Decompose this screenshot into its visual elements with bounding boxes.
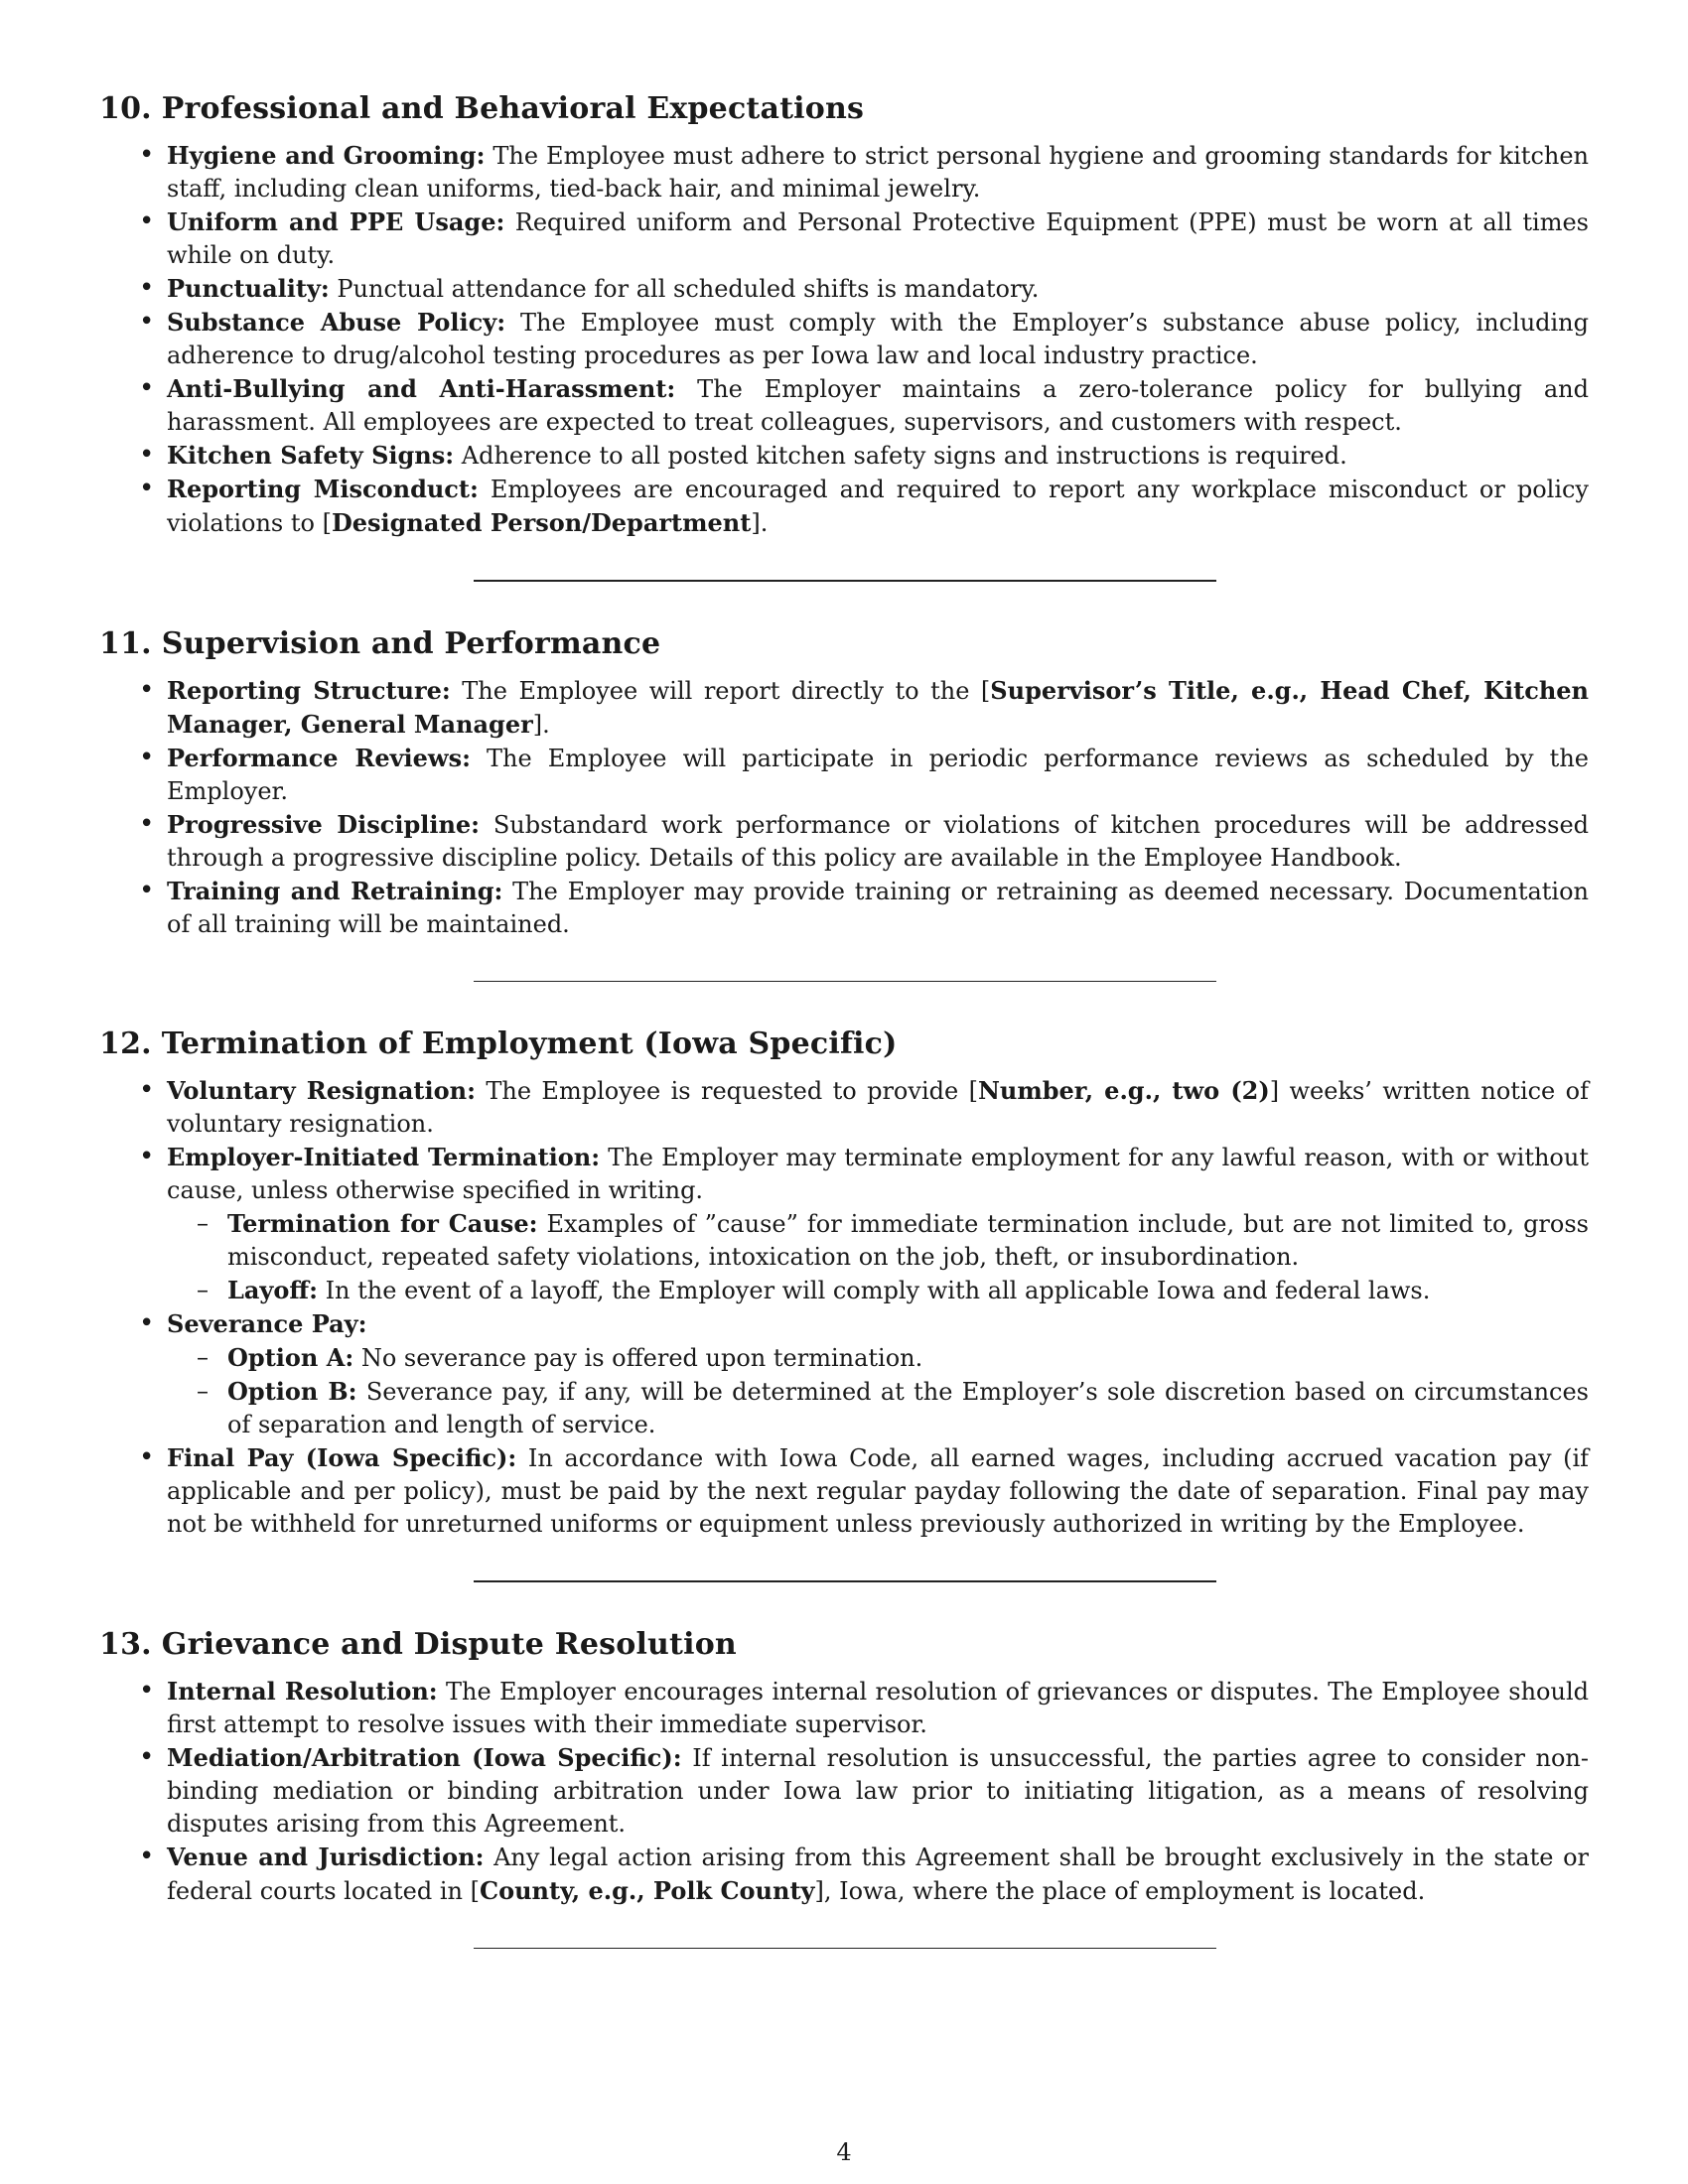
item-text: No severance pay is offered upon termination.	[353, 1344, 923, 1372]
item-text-tail: ].	[532, 711, 550, 739]
page-number: 4	[836, 2138, 852, 2166]
section-heading	[99, 1625, 1589, 1665]
list-item	[99, 1307, 1589, 1441]
list-item	[99, 372, 1589, 439]
item-text-tail: ], Iowa, where the place of employment is located.	[814, 1877, 1426, 1905]
item-label: Option B:	[227, 1377, 357, 1406]
item-label: Reporting Structure:	[167, 676, 451, 705]
placeholder-text: Designated Person/Department	[331, 508, 752, 537]
item-label: Kitchen Safety Signs:	[167, 441, 455, 470]
item-text: Required uniform and Personal Protective Equipment (PPE) must be worn at all times while on duty.	[167, 208, 1589, 269]
item-label: Hygiene and Grooming:	[167, 141, 486, 170]
sub-list-item	[167, 1274, 1589, 1307]
placeholder-text: County, e.g., Polk County	[480, 1876, 815, 1905]
item-label: Punctuality:	[167, 274, 330, 303]
item-text: If internal resolution is unsuccessful, the parties agree to consider non-binding mediation or binding arbitration under Iowa law prior to initiating litigation, as a means of resolving disputes arising from this Agreement.	[167, 1744, 1589, 1838]
section-number: 11.	[99, 626, 152, 661]
item-label: Anti-Bullying and Anti-Harassment:	[167, 374, 676, 403]
item-text: In accordance with Iowa Code, all earned wages, including accrued vacation pay (if applicable and per policy), must be paid by the next regular payday following the date of separation. Final pay may not be withheld for unreturned uniforms or equipment unless previously authorized in writing by the Employee.	[167, 1444, 1589, 1538]
item-label: Substance Abuse Policy:	[167, 308, 506, 337]
item-label: Employer-Initiated Termination:	[167, 1143, 601, 1171]
section-divider	[474, 580, 1216, 582]
section-supervision-performance	[99, 624, 1589, 941]
section-heading	[99, 89, 1589, 129]
section-number: 12.	[99, 1026, 152, 1061]
sub-list	[167, 1207, 1589, 1307]
section-title: Termination of Employment (Iowa Specific)	[161, 1026, 898, 1061]
list-item	[99, 674, 1589, 742]
section-heading	[99, 624, 1589, 664]
item-label: Reporting Misconduct:	[167, 475, 479, 503]
item-text: Punctual attendance for all scheduled shifts is mandatory.	[329, 275, 1040, 303]
section-title: Professional and Behavioral Expectations	[161, 91, 865, 126]
item-text: Employees are encouraged and required to report any workplace misconduct or policy violations to [	[167, 476, 1589, 537]
item-text: The Employer encourages internal resolution of grievances or disputes. The Employee should first attempt to resolve issues with their immediate supervisor.	[167, 1678, 1590, 1738]
section-title: Supervision and Performance	[161, 626, 661, 661]
sub-list-item	[167, 1375, 1589, 1441]
list-item	[99, 205, 1589, 272]
sub-list-item	[167, 1207, 1589, 1274]
item-label: Uniform and PPE Usage:	[167, 207, 505, 236]
bullet-list	[99, 1074, 1589, 1541]
list-item	[99, 1741, 1589, 1841]
item-label: Severance Pay:	[167, 1309, 367, 1338]
list-item	[99, 1675, 1589, 1741]
item-label: Training and Retraining:	[167, 877, 503, 905]
section-professional-behavioral-expectations	[99, 89, 1589, 540]
section-grievance-dispute-resolution	[99, 1625, 1589, 1908]
list-item	[99, 808, 1589, 875]
item-text: The Employee will participate in periodic performance reviews as scheduled by the Employer.	[167, 745, 1589, 805]
item-text: The Employee is requested to provide [	[475, 1077, 978, 1105]
item-label: Performance Reviews:	[167, 744, 471, 772]
document-page	[99, 89, 1589, 1949]
section-divider	[474, 981, 1216, 982]
list-item	[99, 742, 1589, 808]
section-number: 10.	[99, 91, 152, 126]
sub-list	[167, 1341, 1589, 1441]
list-item	[99, 1841, 1589, 1908]
item-text: The Employee must comply with the Employer’s substance abuse policy, including adherence to drug/alcohol testing procedures as per Iowa law and local industry practice.	[167, 309, 1590, 369]
item-text: Examples of ”cause” for immediate termination include, but are not limited to, gross misconduct, repeated safety violations, intoxication on the job, theft, or insubordination.	[227, 1210, 1589, 1271]
list-item	[99, 1074, 1589, 1141]
section-heading	[99, 1024, 1589, 1064]
item-label: Internal Resolution:	[167, 1677, 438, 1706]
item-text: The Employer may terminate employment for any lawful reason, with or without cause, unless otherwise specified in writing.	[167, 1144, 1589, 1204]
placeholder-text: Supervisor’s Title, e.g., Head Chef, Kitchen Manager, General Manager	[167, 676, 1589, 739]
list-item	[99, 875, 1589, 941]
list-item	[99, 272, 1589, 306]
item-text: Any legal action arising from this Agreement shall be brought exclusively in the state or federal courts located in [	[167, 1843, 1589, 1905]
item-text: The Employer maintains a zero-tolerance policy for bullying and harassment. All employees are expected to treat colleagues, supervisors, and customers with respect.	[167, 375, 1590, 436]
section-divider	[474, 1580, 1216, 1582]
item-label: Termination for Cause:	[227, 1209, 538, 1238]
item-text: Severance pay, if any, will be determined at the Employer’s sole discretion based on circumstances of separation and length of service.	[227, 1378, 1589, 1438]
sub-list-item	[167, 1341, 1589, 1375]
bullet-list	[99, 139, 1589, 540]
list-item	[99, 439, 1589, 473]
item-label: Final Pay (Iowa Specific):	[167, 1443, 517, 1472]
section-termination-of-employment	[99, 1024, 1589, 1541]
item-text: Adherence to all posted kitchen safety signs and instructions is required.	[454, 442, 1347, 470]
item-label: Venue and Jurisdiction:	[167, 1843, 485, 1871]
list-item	[99, 306, 1589, 372]
section-title: Grievance and Dispute Resolution	[161, 1627, 737, 1662]
list-item	[99, 139, 1589, 205]
item-text: The Employer may provide training or retraining as deemed necessary. Documentation of all training will be maintained.	[167, 878, 1589, 938]
bullet-list	[99, 674, 1589, 941]
list-item	[99, 1141, 1589, 1307]
item-text: The Employee will report directly to the [	[450, 677, 991, 705]
section-number: 13.	[99, 1627, 152, 1662]
item-text-tail: ] weeks’ written notice of voluntary resignation.	[167, 1077, 1590, 1138]
item-label: Mediation/Arbitration (Iowa Specific):	[167, 1743, 682, 1772]
list-item	[99, 1441, 1589, 1541]
list-item	[99, 473, 1589, 540]
section-divider	[474, 1948, 1216, 1949]
item-label: Progressive Discipline:	[167, 810, 481, 839]
item-text: The Employee must adhere to strict personal hygiene and grooming standards for kitchen staff, including clean uniforms, tied-back hair, and minimal jewelry.	[167, 142, 1590, 203]
bullet-list	[99, 1675, 1589, 1908]
item-text: In the event of a layoff, the Employer will comply with all applicable Iowa and federal laws.	[317, 1277, 1431, 1304]
placeholder-text: Number, e.g., two (2)	[977, 1076, 1270, 1105]
item-label: Layoff:	[227, 1276, 318, 1304]
item-label: Voluntary Resignation:	[167, 1076, 476, 1105]
item-text: Substandard work performance or violations of kitchen procedures will be addressed through a progressive discipline policy. Details of this policy are available in the Employee Handbook.	[167, 811, 1590, 872]
item-text-tail: ].	[751, 509, 769, 537]
item-label: Option A:	[227, 1343, 354, 1372]
